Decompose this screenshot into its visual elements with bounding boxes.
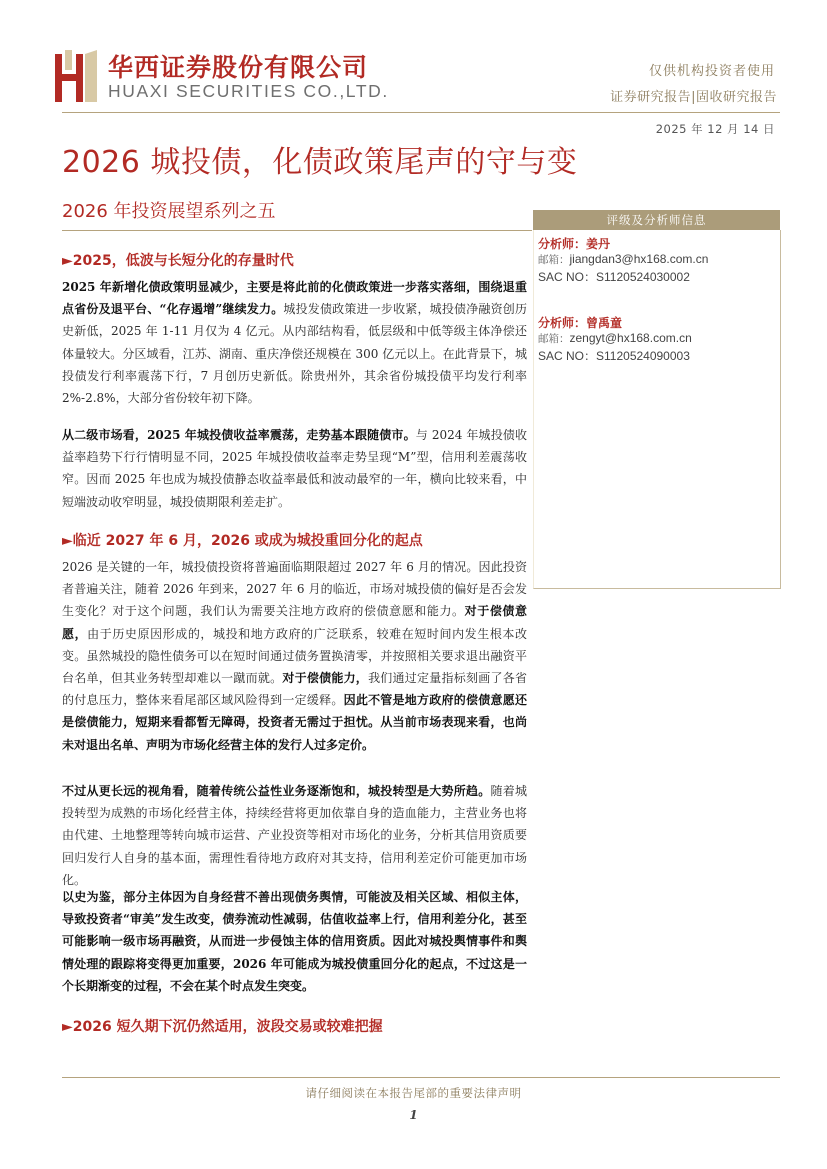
body-paragraph: 不过从更长远的视角看，随着传统公益性业务逐渐饱和，城投转型是大势所趋。随着城投转型为成熟的市场化经营主体，持续经营将更加依靠自身的造血能力，主营业务也将由代建、土地整理等转向城市运营、产业投资等相对市场化的业务，分析其信用资质要回归发行人自身的基本面，需理性看待地方政府对其支持，信用利差定价可能更加市场化。 [62,784,527,887]
report-subtitle: 2026 年投资展望系列之五 [62,201,276,222]
section-heading: ►临近 2027 年 6 月，2026 或成为城投重回分化的起点 [62,533,423,549]
body-paragraph: 2026 是关键的一年，城投债投资将普遍面临期限超过 2027 年 6 月的情况。因此投资者普遍关注，随着 2026 年到来，2027 年 6 月的临近，市场对城投债的偏好是否会发生变化？对于这个问题，我们认为需要关注地方政府的偿债意愿和能力。对于偿债意愿，由于历史原因形成的，城投和地方政府的广泛联系，较难在短时间内发生根本改变。虽然城投的隐性债务可以在短时间通过债务置换清零，并按照相关要求退出融资平台名单，但其业务转型却难以一蹴而就。对于偿债能力，我们通过定量指标刻画了各省的付息压力，整体来看尾部区域风险得到一定缓释。因此不管是地方政府的偿债意愿还是偿债能力，短期来看都暂无障碍，投资者无需过于担忧。从当前市场表现来看，也尚未对退出名单、声明为市场化经营主体的发行人过多定价。 [62,560,527,752]
page-number: 1 [409,1108,418,1122]
email-link[interactable]: zengyt@hx168.com.cn [569,331,692,345]
company-name-en: HUAXI SECURITIES CO.,LTD. [108,81,389,101]
analyst-email: 邮箱：jiangdan3@hx168.com.cn [538,252,709,266]
analyst-panel-heading: 评级及分析师信息 [533,210,780,230]
report-title: 2026 城投债，化债政策尾声的守与变 [62,145,578,180]
analyst-email: 邮箱：zengyt@hx168.com.cn [538,331,692,345]
audience-note: 仅供机构投资者使用 [648,64,775,79]
analyst-sac: SAC NO：S1120524030002 [538,270,690,284]
company-name-cn: 华西证券股份有限公司 [108,53,369,82]
analyst-name: 分析师：姜丹 [538,237,611,251]
section-heading: ►2025，低波与长短分化的存量时代 [62,253,294,269]
subtitle-divider [62,230,532,231]
body-paragraph: 从二级市场看，2025 年城投债收益率震荡，走势基本跟随债市。与 2024 年城投债收益率趋势下行行情明显不同，2025 年城投债收益率走势呈现“M”型，信用利差震荡收窄。因而 2025 年也成为城投债静态收益率最低和波动最窄的一年，横向比较来看，中短端波动收窄明显，城投债期限利差走扩。 [62,428,527,509]
analyst-sac: SAC NO：S1120524090003 [538,349,690,363]
body-paragraph: 以史为鉴，部分主体因为自身经营不善出现债务舆情，可能波及相关区域、相似主体，导致投资者“审美”发生改变，债券流动性减弱，估值收益率上行，信用利差分化，甚至可能影响一级市场再融资，从而进一步侵蚀主体的信用资质。因此对城投舆情事件和舆情处理的跟踪将变得更加重要，2026 年可能成为城投债重回分化的起点，不过这是一个长期渐变的过程，不会在某个时点发生突变。 [62,890,527,993]
email-link[interactable]: jiangdan3@hx168.com.cn [569,252,709,266]
section-heading: ►2026 短久期下沉仍然适用，波段交易或较难把握 [62,1019,383,1035]
huaxi-logo-icon [55,50,97,102]
analyst-name: 分析师：曾禹童 [538,316,623,330]
legal-notice: 请仔细阅读在本报告尾部的重要法律声明 [305,1086,522,1100]
body-paragraph: 2025 年新增化债政策明显减少，主要是将此前的化债政策进一步落实落细，围绕退重点省份及退平台、“化存遏增”继续发力。城投发债政策进一步收紧，城投债净融资创历史新低，2025 年 1-11 月仅为 4 亿元。从内部结构看，低层级和中低等级主体净偿还体量较大。分区域看，江苏、湖南、重庆净偿还规模在 300 亿元以上。在此背景下，城投债发行利率震荡下行，7 月创历史新低。除贵州外，其余省份城投债平均发行利率 2%-2.8%，大部分省份较年初下降。 [62,280,527,406]
header-divider [62,112,780,113]
footer-divider [62,1077,780,1078]
report-type: 证券研究报告|固收研究报告 [610,90,777,105]
report-date: 2025 年 12 月 14 日 [655,122,775,136]
